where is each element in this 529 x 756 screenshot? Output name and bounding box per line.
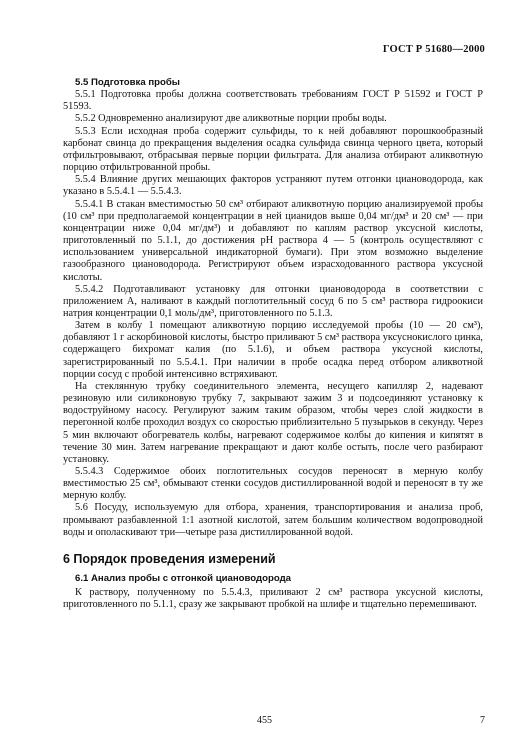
paragraph-5-5-4-2-setup: На стеклянную трубку соединительного элемента, несущего капилляр 2, надевают резиновую или силиконовую трубку 7, закрывают зажим 3 и подсоединяют установку к водоструйному насосу. Регулируют зажим таким образом, чтобы через слой жидкости в перегонной колбе проходил воздух со скоростью приблизительно 5 пузырьков в секунду. Через 5 мин включают обогреватель колбы, нагревают содержимое колбы до кипения и кипятят в течение 30 мин. Затем нагревание прекращают и дают колбе остыть, после чего разбирают установку. — [63, 380, 483, 465]
paragraph-5-5-4: 5.5.4 Влияние других мешающих факторов устраняют путем отгонки циановодорода, как указано в 5.5.4.1 — 5.5.4.3. — [63, 174, 483, 198]
section-5-5-title: 5.5 Подготовка пробы — [75, 77, 180, 88]
page-number: 7 — [480, 715, 485, 726]
paragraph-5-5-4-3: 5.5.4.3 Содержимое обоих поглотительных сосудов переносят в мерную колбу вместимостью 25 см³, обмывают стенки сосудов дистиллированной водой и переносят в ту же мерную колбу. — [63, 466, 483, 502]
document-header: ГОСТ Р 51680—2000 — [382, 44, 485, 55]
section-6-1-title: 6.1 Анализ пробы с отгонкой циановодорода — [75, 573, 291, 585]
paragraph-6-1: К раствору, полученному по 5.5.4.3, приливают 2 см³ раствора уксусной кислоты, приготовленного по 5.1.1, сразу же закрывают пробкой на шлифе и тщательно перемешивают. — [63, 587, 483, 611]
paragraph-5-5-4-2-cont: Затем в колбу 1 помещают аликвотную порцию исследуемой пробы (10 — 20 см³), добавляют 1 г аскорбиновой кислоты, быстро приливают 5 см³ раствора уксуснокислого цинка, содержащего бихромат калия (по 5.1.6), и объем раствора уксусной кислоты, зарегистрированный по 5.5.4.1. При наличии в пробе осадка перед отбором аликвотной порции сосуд с пробой интенсивно встряхивают. — [63, 320, 483, 380]
section-6-title: 6 Порядок проведения измерений — [63, 551, 276, 566]
paragraph-5-6: 5.6 Посуду, используемую для отбора, хранения, транспортирования и анализа проб, промывают разбавленной 1:1 азотной кислотой, затем большим количеством водопроводной воды и ополаскивают три—четыре раза дистиллированной водой. — [63, 502, 483, 538]
paragraph-5-5-1: 5.5.1 Подготовка пробы должна соответствовать требованиям ГОСТ Р 51592 и ГОСТ Р 51593. — [63, 89, 483, 113]
printed-page-number: 455 — [257, 715, 272, 726]
paragraph-5-5-3: 5.5.3 Если исходная проба содержит сульфиды, то к ней добавляют порошкообразный карбонат свинца до прекращения выделения осадка сульфида свинца черного цвета, который отфильтровывают, отбрасывая первые порции фильтрата. Для анализа отбирают аликвотную порцию отфильтрованной пробы. — [63, 125, 483, 174]
document-body — [63, 77, 483, 612]
paragraph-5-5-2: 5.5.2 Одновременно анализируют две аликвотные порции пробы воды. — [75, 113, 387, 125]
paragraph-5-5-4-2: 5.5.4.2 Подготавливают установку для отгонки циановодорода в соответствии с приложением А, наливают в каждый поглотительный сосуд 6 по 5 см³ раствора гидроокиси натрия концентрации 0,1 моль/дм³, приготовленного по 5.1.3. — [63, 283, 483, 319]
paragraph-5-5-4-1: 5.5.4.1 В стакан вместимостью 50 см³ отбирают аликвотную порцию анализируемой пробы (10 см³ при предполагаемой концентрации в ней цианидов выше 0,04 мг/дм³ и 20 см³ — при концентрации ниже 0,04 мг/дм³) и добавляют по каплям раствор уксусной кислоты, приготовленный по 5.1.1, до достижения pH раствора 4 — 5 (контроль осуществляют с использованием универсальной индикаторной бумаги). При этом возможно выделение газообразного циановодорода. Регистрируют объем израсходованного раствора уксусной кислоты. — [63, 198, 483, 283]
